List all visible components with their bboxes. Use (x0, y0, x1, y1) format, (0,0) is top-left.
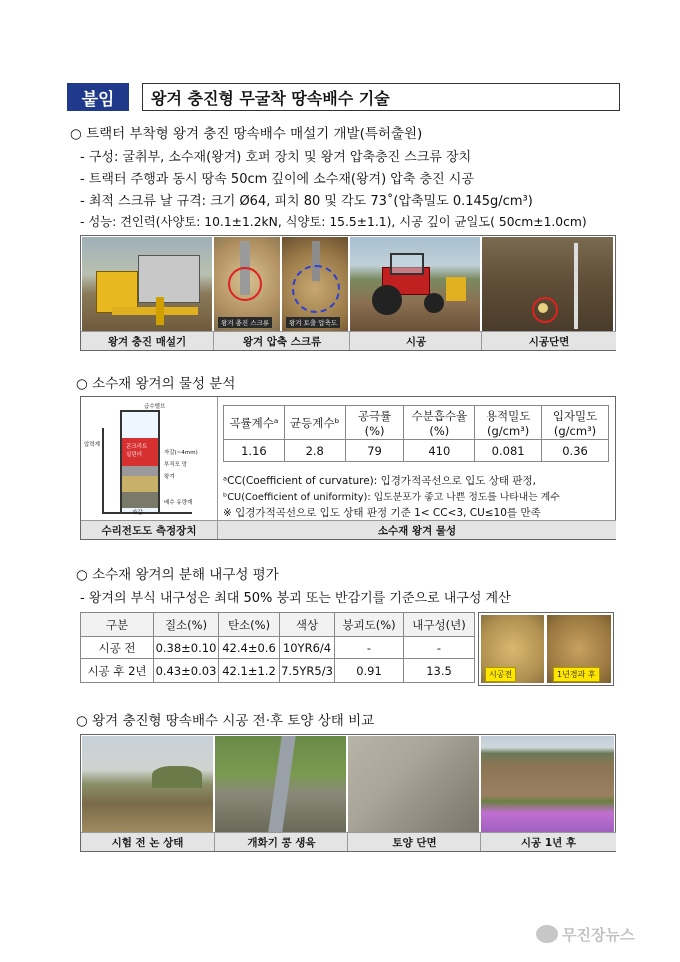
photo-tag: 1년경과 후 (553, 667, 600, 682)
table-cell: 0.36 (542, 440, 609, 462)
table-header: 수분흡수율 (%) (404, 406, 475, 440)
section1-bullet: - 트랙터 주행과 동시 땅속 50cm 깊이에 소수재(왕겨) 압축 충진 시공 (80, 172, 474, 187)
section4-heading: ○ 왕겨 충진형 땅속배수 시공 전·후 토양 상태 비교 (76, 713, 375, 729)
diagram-label: 콘크리트 실린더 (126, 444, 148, 458)
table-cell: 10YR6/4 (280, 637, 335, 659)
table-header: 곡률계수ᵃ (224, 406, 285, 440)
watermark-text: 무진장뉴스 (562, 925, 635, 944)
diagram-label: 자갈(~4mm) (164, 450, 198, 456)
photo-machine (82, 237, 212, 331)
table-cell: - (404, 637, 475, 659)
table-header: 색상 (280, 613, 335, 637)
table-cell: 42.1±1.2 (219, 659, 280, 683)
panel-caption: 수리전도도 측정장치 (81, 520, 217, 539)
photo-after (547, 615, 611, 683)
photo-before (481, 615, 544, 683)
table-cell: 410 (404, 440, 475, 462)
photo-caption: 시공단면 (481, 331, 616, 350)
diagram-label: 자갈 (132, 510, 143, 516)
diagram-label: 부직포 망 (164, 462, 188, 468)
diagram-label: 왕겨 (164, 474, 175, 480)
photo-tag: 시공전 (485, 667, 516, 682)
photo-paddy-before (82, 736, 213, 832)
document-title: 왕겨 충진형 무굴착 땅속배수 기술 (142, 83, 620, 111)
panel-caption: 소수재 왕겨 물성 (217, 520, 616, 539)
photo-caption: 왕겨 충진 매설기 (81, 331, 213, 350)
section3-heading: ○ 소수재 왕겨의 분해 내구성 평가 (76, 567, 279, 583)
table-cell: 0.081 (475, 440, 542, 462)
diagram-label: 급수밸브 (144, 404, 166, 410)
photo-caption: 시험 전 논 상태 (81, 832, 214, 851)
photo-caption: 왕겨 압축 스크류 (213, 331, 350, 350)
properties-table (223, 405, 609, 462)
table-cell: 79 (345, 440, 404, 462)
photo-caption: 시공 (349, 331, 482, 350)
section3-bullet: - 왕겨의 부식 내구성은 최대 50% 붕괴 또는 반감기를 기준으로 내구성 계산 (80, 591, 511, 606)
section1-heading: ○ 트랙터 부착형 왕겨 충진 땅속배수 매설기 개발(특허출원) (70, 126, 423, 142)
photo-soil-profile (348, 736, 479, 832)
photo-tractor (350, 237, 480, 331)
photo-compression (282, 237, 348, 331)
table-header: 공극률 (%) (345, 406, 404, 440)
table-cell: 시공 전 (81, 637, 154, 659)
section1-bullet: - 구성: 굴취부, 소수재(왕겨) 호퍼 장치 및 왕겨 압축충진 스크류 장치 (80, 150, 472, 165)
table-header: 내구성(년) (404, 613, 475, 637)
watermark (536, 920, 666, 948)
hydraulic-conductivity-diagram (82, 398, 216, 520)
table-header: 구분 (81, 613, 154, 637)
section4-photo-strip (80, 734, 616, 852)
table-header: 입자밀도 (g/cm³) (542, 406, 609, 440)
photo-screw (214, 237, 280, 331)
section2-heading: ○ 소수재 왕겨의 물성 분석 (76, 376, 236, 392)
section1-bullet: - 최적 스크류 날 규격: 크기 Ø64, 피치 80 및 각도 73˚(압축밀도 0.145g/cm³) (80, 194, 533, 209)
durability-table (80, 612, 475, 683)
photo-soybean (215, 736, 346, 832)
attachment-badge: 붙임 (67, 83, 129, 111)
table-note: ※ 입경가적곡선으로 입도 상태 판정 기준 1< CC<3, CU≤10를 만족 (223, 507, 541, 519)
table-cell: 1.16 (224, 440, 285, 462)
table-header: 탄소(%) (219, 613, 280, 637)
photo-one-year-after (481, 736, 614, 832)
photo-caption: 시공 1년 후 (480, 832, 616, 851)
section2-panel (80, 396, 616, 540)
table-cell: 7.5YR5/3 (280, 659, 335, 683)
table-cell: 시공 후 2년 (81, 659, 154, 683)
table-header: 균등계수ᵇ (284, 406, 345, 440)
table-cell: 0.91 (335, 659, 404, 683)
table-note: ᵃCC(Coefficient of curvature): 입경가적곡선으로 입도 상태 판정, (223, 475, 536, 487)
table-note: ᵇCU(Coefficient of uniformity): 입도분포가 좋고 나쁜 정도를 나타내는 계수 (223, 492, 560, 503)
rice-husk-photo-pair (478, 612, 614, 686)
photo-cross-section (482, 237, 613, 331)
table-cell: 0.43±0.03 (154, 659, 219, 683)
table-header: 용적밀도 (g/cm³) (475, 406, 542, 440)
table-cell: - (335, 637, 404, 659)
photo-tag: 왕겨 토출 압축도 (286, 317, 340, 328)
table-cell: 13.5 (404, 659, 475, 683)
photo-caption: 개화기 콩 생육 (214, 832, 348, 851)
table-header: 질소(%) (154, 613, 219, 637)
section1-photo-strip (80, 235, 616, 351)
diagram-label: 배수 유량계 (164, 500, 193, 506)
table-cell: 42.4±0.6 (219, 637, 280, 659)
table-cell: 2.8 (284, 440, 345, 462)
section1-bullet: - 성능: 견인력(사양토: 10.1±1.2kN, 식양토: 15.5±1.1), 시공 깊이 균일도( 50cm±1.0cm) (80, 215, 587, 229)
watermark-logo-icon (536, 925, 558, 943)
table-header: 붕괴도(%) (335, 613, 404, 637)
diagram-label: 압력계 (84, 442, 100, 448)
photo-caption: 토양 단면 (347, 832, 481, 851)
table-cell: 0.38±0.10 (154, 637, 219, 659)
photo-tag: 왕겨 충진 스크류 (218, 317, 272, 328)
